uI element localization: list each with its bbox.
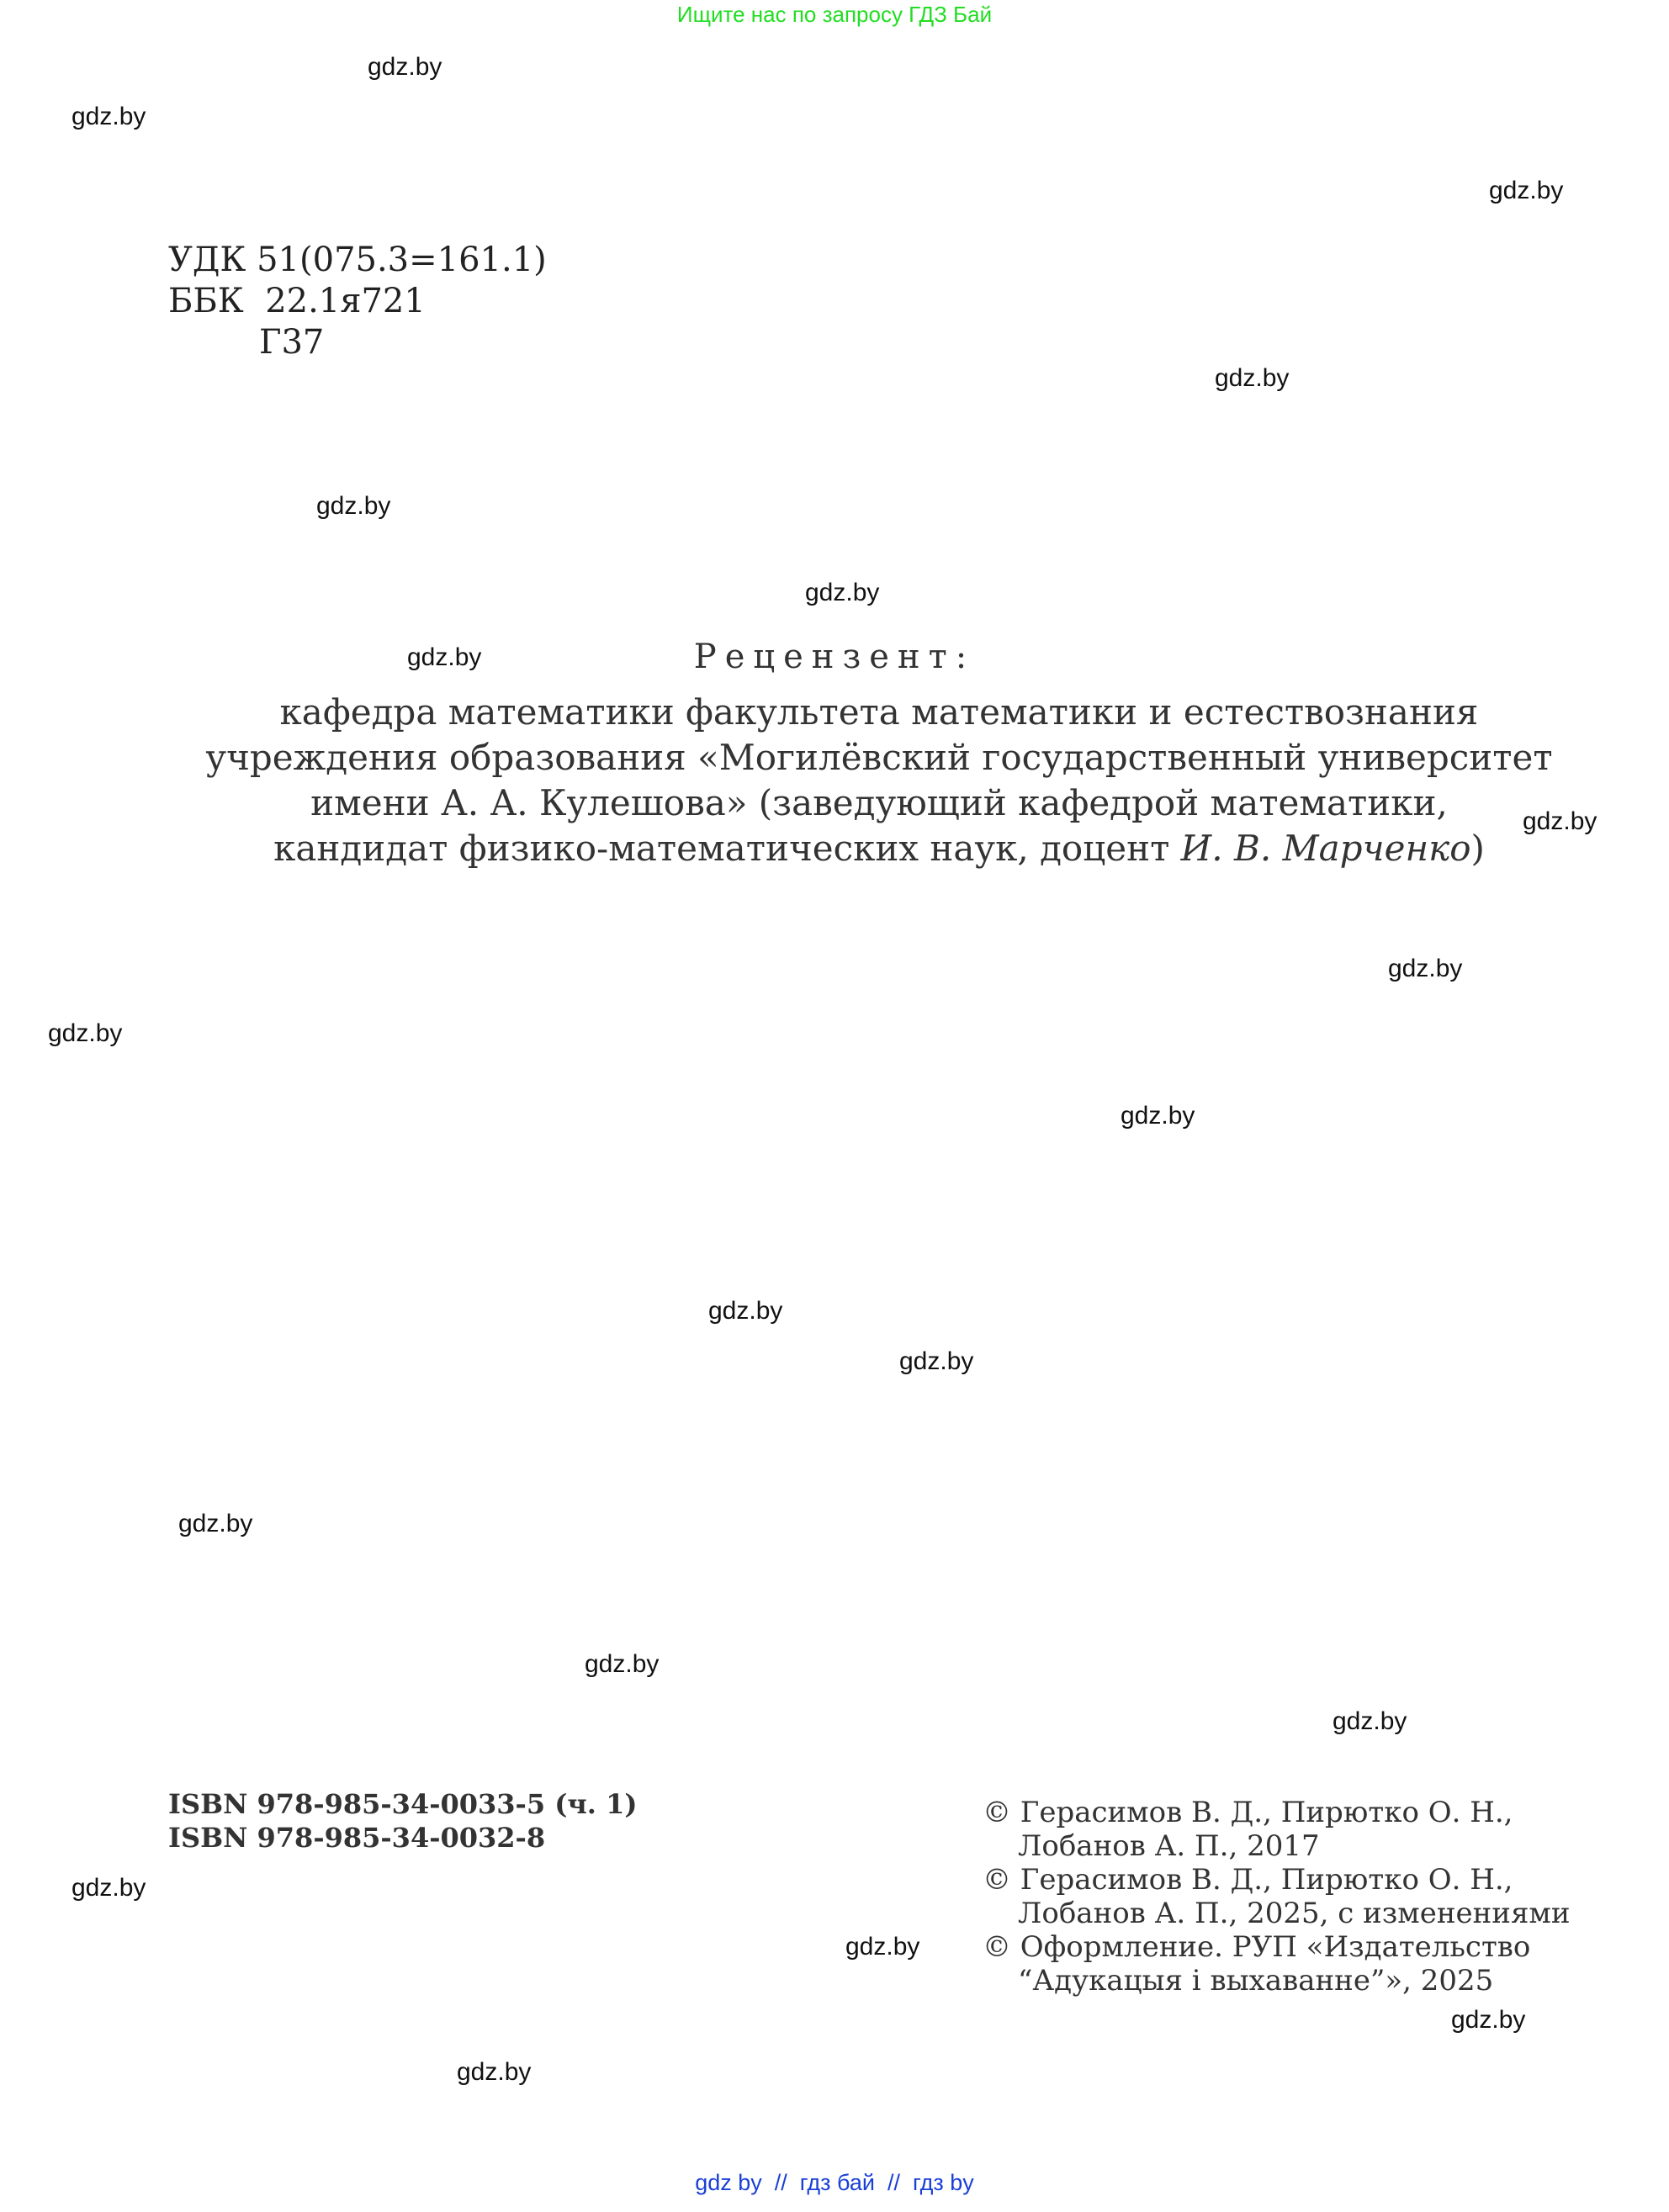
isbn-block	[168, 1787, 637, 1855]
watermark: gdz.by	[1451, 2006, 1526, 2034]
watermark: gdz.by	[316, 492, 391, 520]
isbn-line: ISBN 978-985-34-0033-5 (ч. 1)	[168, 1788, 638, 1820]
udk-value: 51(075.3=161.1)	[257, 241, 547, 279]
watermark: gdz.by	[1489, 177, 1564, 204]
search-banner[interactable]: Ищите нас по запросу ГДЗ Бай	[676, 2, 993, 27]
bbk-row	[168, 281, 547, 322]
copyright-line: Лобанов А. П., 2017	[1018, 1829, 1320, 1863]
isbn-line: ISBN 978-985-34-0032-8	[168, 1822, 546, 1854]
copyright-line: © Оформление. РУП «Издательство	[983, 1930, 1531, 1964]
reviewer-name: И. В. Марченко	[1180, 828, 1471, 869]
copyright-line: © Герасимов В. Д., Пирютко О. Н.,	[983, 1863, 1513, 1897]
reviewer-line: кафедра математики факультета математики и естествознания	[279, 691, 1479, 733]
reviewer-text	[126, 690, 1632, 871]
watermark: gdz.by	[1388, 955, 1463, 982]
reviewer-line: имени А. А. Кулешова» (заведующий кафедрой математики,	[310, 782, 1448, 823]
copyright-line: © Герасимов В. Д., Пирютко О. Н.,	[983, 1796, 1513, 1829]
bbk-label: ББК	[168, 282, 244, 320]
watermark: gdz.by	[708, 1297, 783, 1325]
bbk-value: 22.1я721	[265, 282, 426, 320]
reviewer-line	[126, 826, 1632, 871]
watermark: gdz.by	[585, 1650, 660, 1678]
reviewer-closing: )	[1470, 828, 1485, 869]
watermark: gdz.by	[1215, 364, 1290, 392]
reviewer-line: учреждения образования «Могилёвский государственный университет	[205, 737, 1553, 778]
watermark: gdz.by	[1121, 1102, 1195, 1130]
watermark: gdz.by	[72, 103, 146, 130]
copyright-line: Лобанов А. П., 2025, с изменениями	[1018, 1897, 1571, 1930]
watermark: gdz.by	[368, 53, 442, 81]
watermark: gdz.by	[178, 1510, 253, 1537]
watermark: gdz.by	[845, 1933, 920, 1961]
watermark: gdz.by	[48, 1019, 123, 1047]
reviewer-line-text: кандидат физико-математических наук, доцент	[273, 828, 1181, 869]
author-mark: Г37	[259, 323, 325, 362]
watermark: gdz.by	[457, 2058, 532, 2086]
udk-label: УДК	[168, 241, 246, 279]
watermark: gdz.by	[805, 579, 880, 606]
watermark: gdz.by	[407, 643, 482, 671]
footer-links[interactable]: gdz by // гдз бай // гдз by	[695, 2170, 974, 2195]
watermark: gdz.by	[1333, 1707, 1407, 1735]
reviewer-heading: Рецензент:	[693, 638, 976, 676]
copyright-line: “Адукацыя і выхаванне”», 2025	[1018, 1964, 1494, 1998]
author-mark-row	[168, 322, 547, 363]
classification-block	[168, 240, 547, 363]
watermark: gdz.by	[1523, 807, 1597, 835]
watermark: gdz.by	[899, 1347, 974, 1375]
watermark: gdz.by	[72, 1874, 146, 1902]
udk-row	[168, 240, 547, 281]
copyright-block	[983, 1796, 1571, 1998]
